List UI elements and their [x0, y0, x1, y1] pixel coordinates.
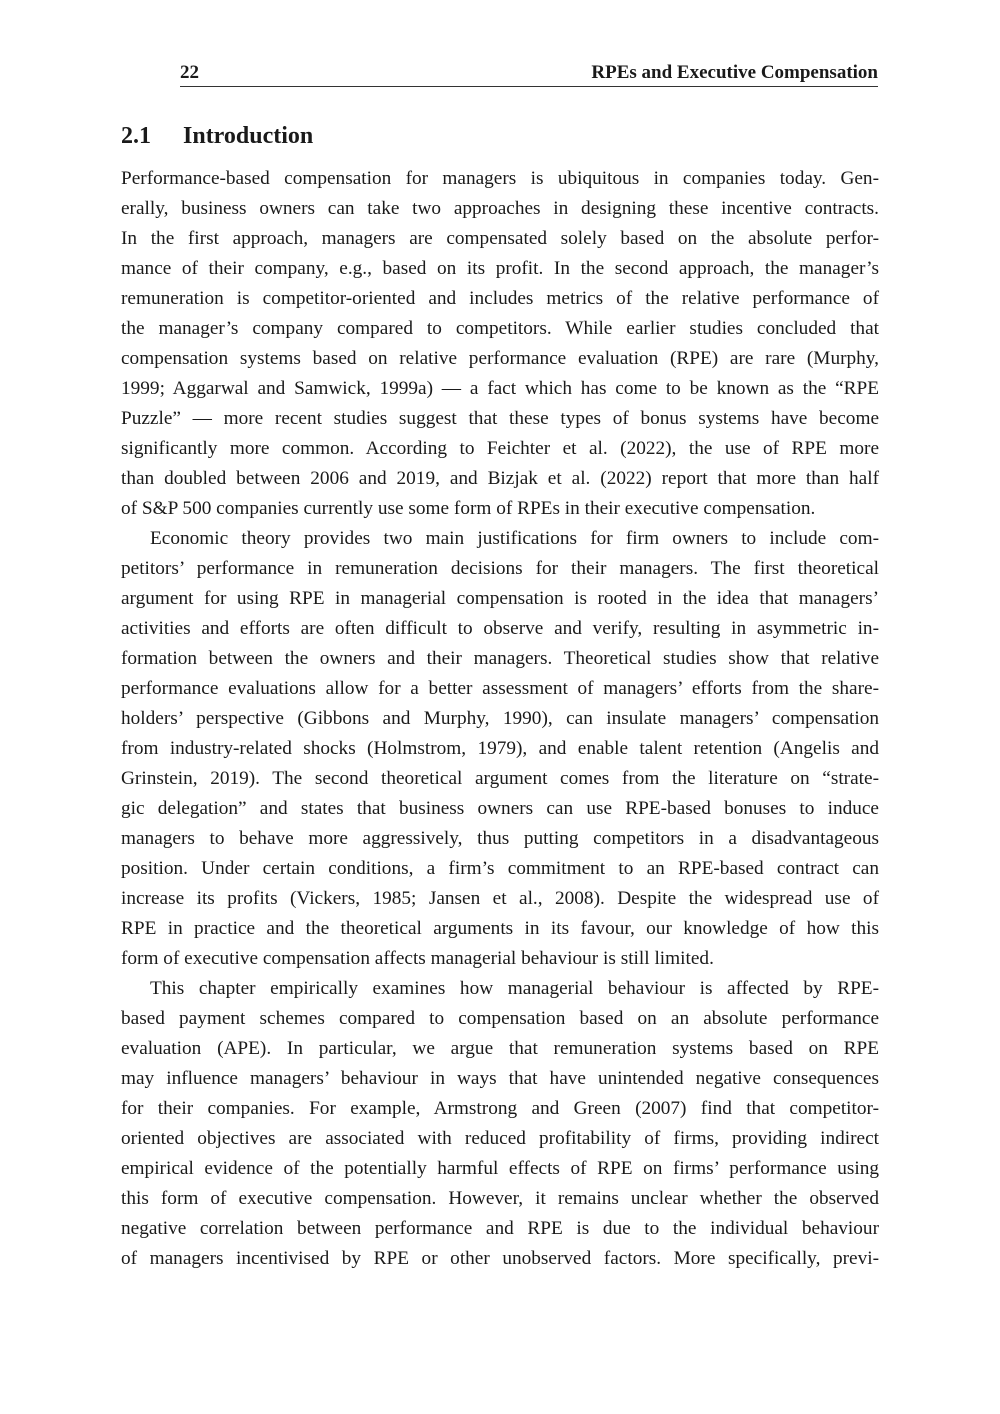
text-line: this form of executive compensation. However, it remains unclear whether the observed — [121, 1188, 879, 1209]
text-line: of S&P 500 companies currently use some form of RPEs in their executive compensation. — [121, 498, 816, 519]
text-line: the manager’s company compared to competitors. While earlier studies concluded that — [121, 318, 879, 339]
text-line: for their companies. For example, Armstrong and Green (2007) find that competitor- — [121, 1098, 879, 1119]
text-line: activities and efforts are often difficult to observe and verify, resulting in asymmetric in- — [121, 618, 879, 639]
text-line: form of executive compensation affects managerial behaviour is still limited. — [121, 948, 714, 969]
text-line: from industry-related shocks (Holmstrom, 1979), and enable talent retention (Angelis and — [121, 738, 879, 759]
text-line: performance evaluations allow for a better assessment of managers’ efforts from the share- — [121, 678, 879, 699]
text-line: formation between the owners and their managers. Theoretical studies show that relative — [121, 648, 879, 669]
body-text — [121, 164, 879, 1274]
paragraph — [121, 974, 879, 1274]
section-number: 2.1 — [121, 123, 151, 149]
running-title: RPEs and Executive Compensation — [591, 62, 878, 83]
paragraph — [121, 164, 879, 524]
page-number: 22 — [180, 62, 199, 83]
text-line: evaluation (APE). In particular, we argue that remuneration systems based on RPE — [121, 1038, 879, 1059]
text-line: increase its profits (Vickers, 1985; Jansen et al., 2008). Despite the widespread use of — [121, 888, 879, 909]
text-line: In the first approach, managers are compensated solely based on the absolute perfor- — [121, 228, 879, 249]
section-title: Introduction — [183, 123, 314, 149]
text-line: Puzzle” — more recent studies suggest that these types of bonus systems have become — [121, 408, 879, 429]
text-line: 1999; Aggarwal and Samwick, 1999a) — a fact which has come to be known as the “RPE — [121, 378, 879, 399]
text-line: gic delegation” and states that business owners can use RPE-based bonuses to induce — [121, 798, 879, 819]
text-line: position. Under certain conditions, a firm’s commitment to an RPE-based contract can — [121, 858, 879, 879]
text-line: negative correlation between performance and RPE is due to the individual behaviour — [121, 1218, 879, 1239]
text-line: may influence managers’ behaviour in ways that have unintended negative consequences — [121, 1068, 879, 1089]
text-line: than doubled between 2006 and 2019, and Bizjak et al. (2022) report that more than half — [121, 468, 879, 489]
text-line: petitors’ performance in remuneration decisions for their managers. The first theoretical — [121, 558, 879, 579]
text-line: argument for using RPE in managerial compensation is rooted in the idea that managers’ — [121, 588, 879, 609]
text-line: of managers incentivised by RPE or other unobserved factors. More specifically, previ- — [121, 1248, 879, 1269]
text-line: based payment schemes compared to compensation based on an absolute performance — [121, 1008, 879, 1029]
text-line: remuneration is competitor-oriented and includes metrics of the relative performance of — [121, 288, 879, 309]
text-line: Economic theory provides two main justifications for firm owners to include com- — [150, 528, 879, 549]
paragraph — [121, 524, 879, 974]
text-line: Performance-based compensation for managers is ubiquitous in companies today. Gen- — [121, 168, 879, 189]
section-heading — [121, 123, 313, 150]
text-line: oriented objectives are associated with reduced profitability of firms, providing indirect — [121, 1128, 879, 1149]
text-line: Grinstein, 2019). The second theoretical argument comes from the literature on “strate- — [121, 768, 879, 789]
text-line: mance of their company, e.g., based on its profit. In the second approach, the manager’s — [121, 258, 879, 279]
running-header — [180, 60, 878, 87]
text-line: compensation systems based on relative performance evaluation (RPE) are rare (Murphy, — [121, 348, 879, 369]
text-line: RPE in practice and the theoretical arguments in its favour, our knowledge of how this — [121, 918, 879, 939]
text-line: managers to behave more aggressively, thus putting competitors in a disadvantageous — [121, 828, 879, 849]
text-line: significantly more common. According to Feichter et al. (2022), the use of RPE more — [121, 438, 879, 459]
text-line: holders’ perspective (Gibbons and Murphy, 1990), can insulate managers’ compensation — [121, 708, 879, 729]
text-line: This chapter empirically examines how managerial behaviour is affected by RPE- — [150, 978, 879, 999]
text-line: erally, business owners can take two approaches in designing these incentive contracts. — [121, 198, 879, 219]
text-line: empirical evidence of the potentially harmful effects of RPE on firms’ performance using — [121, 1158, 879, 1179]
